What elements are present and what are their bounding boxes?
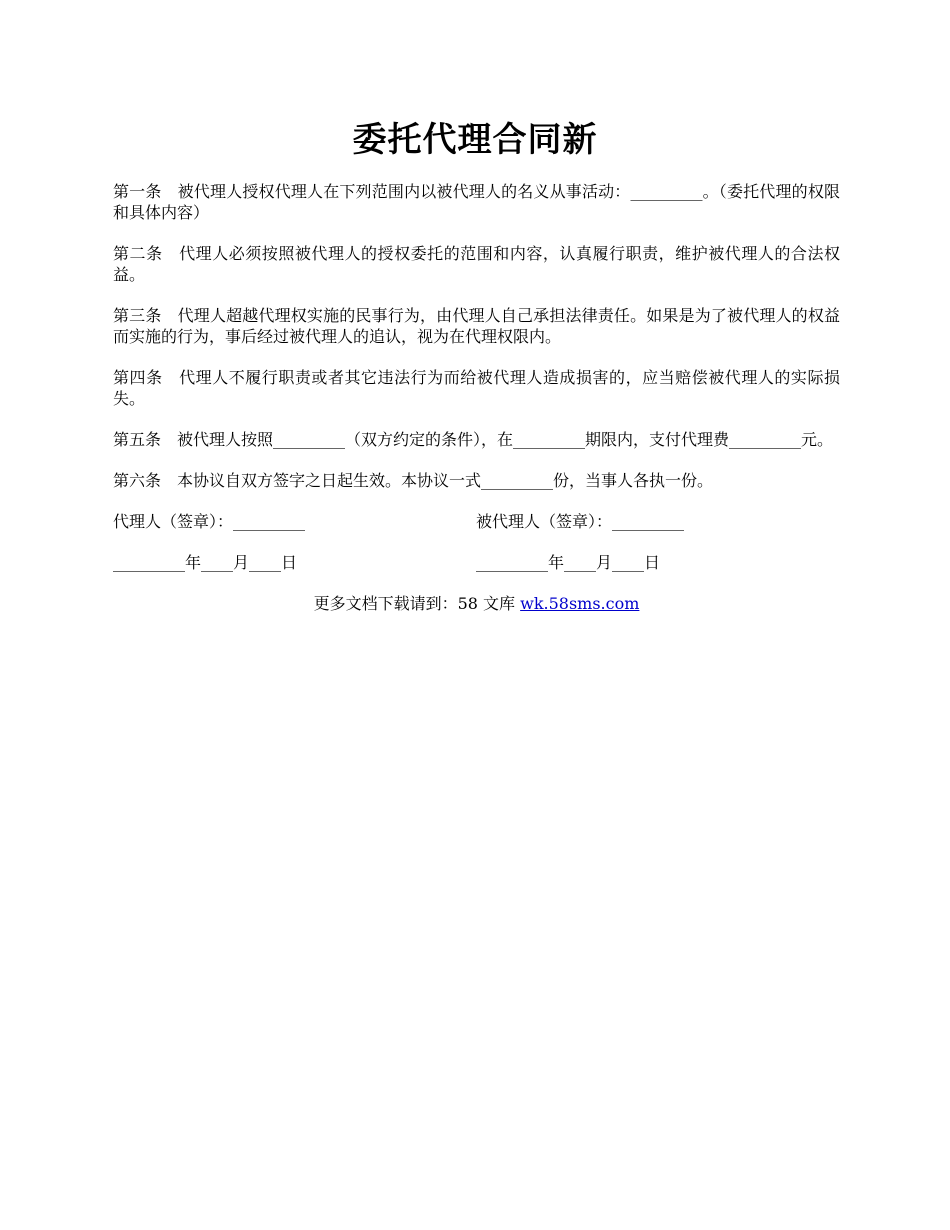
article-6: 第六条 本协议自双方签字之日起生效。本协议一式_________份，当事人各执一份。: [113, 471, 714, 490]
article-2: 第二条 代理人必须按照被代理人的授权委托的范围和内容，认真履行职责，维护被代理人的合法权益。: [113, 244, 840, 284]
footer-text: 更多文档下载请到：58 文库: [313, 594, 521, 613]
footer: [113, 593, 840, 614]
principal-date: _________年____月____日: [476, 553, 661, 572]
article-5: 第五条 被代理人按照_________（双方约定的条件），在_________期限内，支付代理费_________元。: [113, 430, 834, 449]
document-body: [113, 181, 840, 614]
document-title: 委托代理合同新: [352, 120, 598, 160]
date-row: [113, 552, 840, 573]
footer-link[interactable]: wk.58sms.com: [520, 594, 640, 613]
agent-date: _________年____月____日: [113, 553, 298, 572]
article-3: 第三条 代理人超越代理权实施的民事行为，由代理人自己承担法律责任。如果是为了被代理人的权益而实施的行为，事后经过被代理人的追认，视为在代理权限内。: [113, 306, 840, 346]
agent-signature-label: 代理人（签章）：_________: [113, 512, 306, 531]
signature-row: [113, 511, 840, 532]
principal-signature-label: 被代理人（签章）：_________: [476, 512, 685, 531]
article-4: 第四条 代理人不履行职责或者其它违法行为而给被代理人造成损害的，应当赔偿被代理人的实际损失。: [113, 368, 840, 408]
article-1: 第一条 被代理人授权代理人在下列范围内以被代理人的名义从事活动：_________。（委托代理的权限和具体内容）: [113, 182, 840, 222]
